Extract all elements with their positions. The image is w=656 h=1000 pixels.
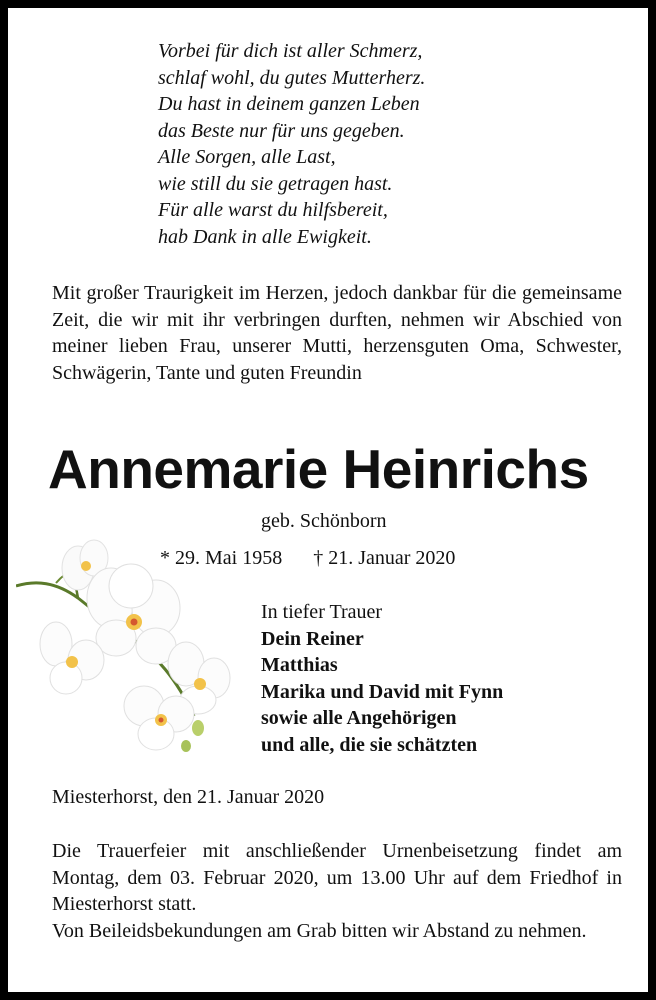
poem-line: Für alle warst du hilfsbereit,: [158, 199, 388, 221]
maiden-name: geb. Schönborn: [261, 510, 387, 532]
poem-line: wie still du sie getragen hast.: [158, 172, 393, 195]
poem: [158, 38, 425, 250]
place-and-date: Miesterhorst, den 21. Januar 2020: [52, 786, 325, 808]
mourner-name: Dein Reiner: [261, 627, 364, 650]
mourners-intro: In tiefer Trauer: [261, 601, 383, 623]
mourner-name: Matthias: [261, 654, 338, 676]
mourners: [261, 599, 503, 758]
orchid-image: [16, 528, 231, 758]
poem-line: das Beste nur für uns gegeben.: [158, 119, 405, 142]
orchid-flower: [40, 622, 104, 694]
condolence-note: Von Beileidsbekundungen am Grab bitten wir Abstand zu nehmen.: [52, 919, 587, 942]
birth-date: * 29. Mai 1958: [160, 547, 283, 569]
service-details: Die Trauerfeier mit anschließender Urnenbeisetzung findet am Montag, dem 03. Februar 2020, um 13.00 Uhr auf dem Friedhof in Miesterhorst statt.: [52, 840, 622, 915]
intro-text: Mit großer Traurigkeit im Herzen, jedoch dankbar für die gemeinsame Zeit, die wir mit ihr verbringen durften, nehmen wir Abschied von meiner lieben Frau, unserer Mutti, herzensguten Oma, Schwester, Schwägerin, Tante und guten Freundin: [52, 282, 622, 384]
poem-line: hab Dank in alle Ewigkeit.: [158, 225, 372, 248]
poem-line: Alle Sorgen, alle Last,: [158, 146, 336, 168]
deceased-name: Annemarie Heinrichs: [48, 438, 589, 500]
mourner-name: sowie alle Angehörigen: [261, 707, 457, 729]
poem-line: Du hast in deinem ganzen Leben: [158, 93, 420, 115]
poem-line: schlaf wohl, du gutes Mutterherz.: [158, 66, 426, 89]
funeral-service-info: [52, 838, 622, 944]
mourner-name: Marika und David mit Fynn: [261, 680, 504, 703]
death-date: † 21. Januar 2020: [313, 547, 456, 569]
mourner-name: und alle, die sie schätzten: [261, 733, 478, 756]
poem-line: Vorbei für dich ist aller Schmerz,: [158, 40, 423, 62]
